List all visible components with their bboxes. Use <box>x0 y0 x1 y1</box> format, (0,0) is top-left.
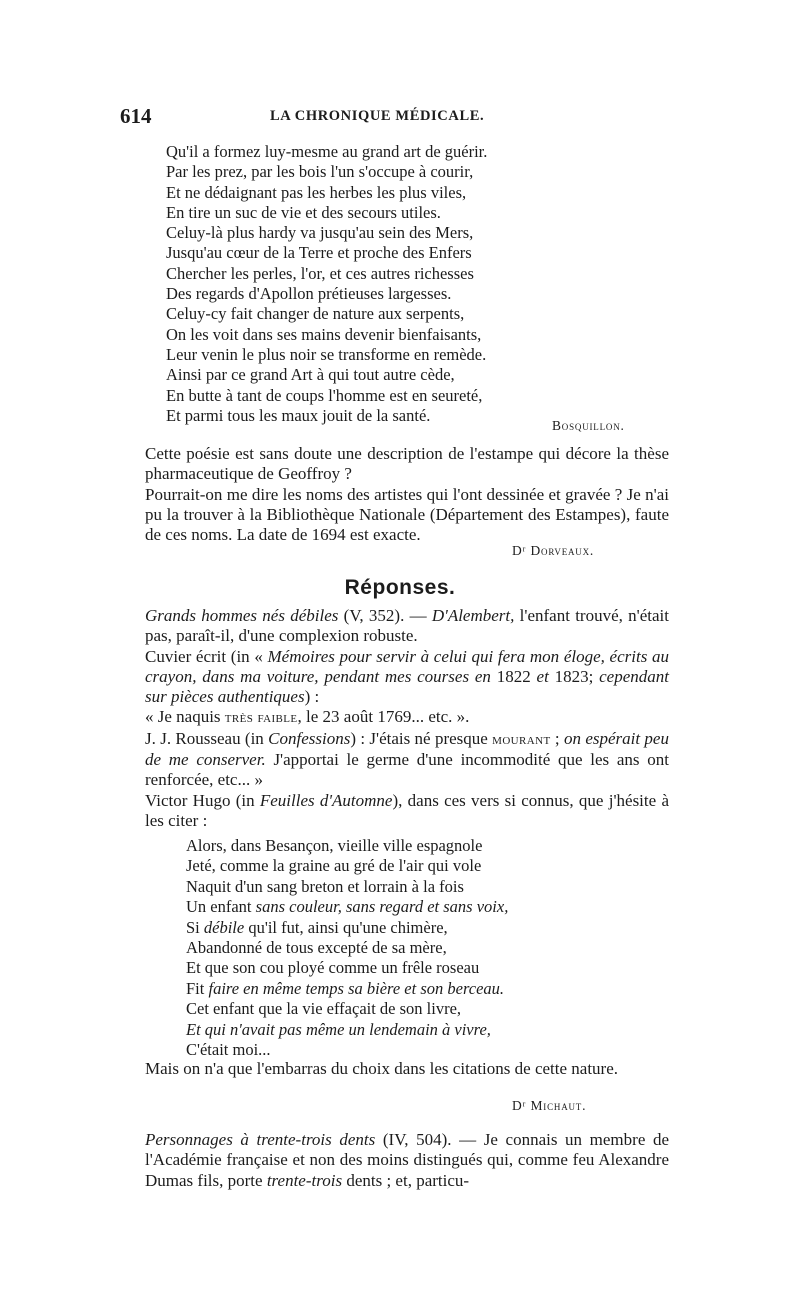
smallcaps-text: très faible <box>224 710 298 727</box>
poem-line: Et parmi tous les maux jouit de la santé. <box>166 405 431 425</box>
paragraph-mais <box>145 1059 669 1079</box>
poem-line <box>186 897 666 917</box>
poem-line: C'était moi... <box>186 1040 271 1060</box>
poem-line: Chercher les perles, l'or, et ces autres richesses <box>166 263 474 283</box>
poem-line: Alors, dans Besançon, vieille ville espagnole <box>186 836 483 855</box>
poem-hugo <box>186 836 666 1060</box>
italic-text: débile <box>203 917 245 937</box>
italic-text: trente-trois <box>266 1170 343 1190</box>
signature-name: Dorveaux. <box>530 543 595 558</box>
text: ) : <box>304 687 320 707</box>
signature-bosquillon: Bosquillon. <box>552 418 625 433</box>
text: Si <box>186 917 204 937</box>
poem-line: Et qui n'avait pas même un lendemain à vivre, <box>186 1019 491 1039</box>
poem-bosquillon <box>166 142 646 426</box>
poem-line: Par les prez, par les bois l'un s'occupe à courir, <box>166 162 474 182</box>
paragraph-grands-hommes <box>145 606 669 647</box>
paragraph-rousseau <box>145 729 669 791</box>
text: J. J. Rousseau (in <box>145 728 269 748</box>
poem-line <box>186 918 666 938</box>
text: , le 23 août 1769... etc. ». <box>297 707 470 727</box>
italic-text: on espérait peu de me conserver. <box>145 728 669 770</box>
text: 1823; <box>548 666 600 686</box>
rubric-title: Personnages à trente-trois dents <box>145 1130 376 1149</box>
poem-line: Et ne dédaignant pas les herbes les plus viles, <box>166 182 467 202</box>
poem-line: Celuy-là plus hardy va jusqu'au sein des Mers, <box>166 223 474 243</box>
italic-text: faire en même temps sa bière et son berceau. <box>208 978 505 998</box>
rubric-ref: (V, 352). — <box>338 606 432 625</box>
text: Un enfant <box>186 897 256 917</box>
italic-text: et <box>536 666 549 686</box>
poem-line: On les voit dans ses mains devenir bienfaisants, <box>166 324 482 344</box>
text: l'enfant trouvé, n'était pas, paraît-il, d'une complexion robuste. <box>145 606 669 646</box>
poem-line: Et que son cou ployé comme un frêle roseau <box>186 958 480 978</box>
italic-text: cependant sur pièces authentiques <box>145 666 669 707</box>
poem-line: En tire un suc de vie et des secours utiles. <box>166 202 441 222</box>
text: ) : J'étais né presque <box>350 728 493 748</box>
paragraph-quote <box>145 707 669 728</box>
italic-text: sans couleur, sans regard et sans voix, <box>255 897 509 917</box>
text: (IV, 504). — Je connais un membre de l'Académie française et non des moins distingués qui, comme feu Alexandre Dumas fils, porte <box>145 1130 670 1190</box>
signature-dorveaux <box>512 543 594 559</box>
paragraph-text <box>145 1130 669 1191</box>
text: dents ; et, particu- <box>342 1170 470 1190</box>
paragraph-estampe <box>145 444 669 545</box>
text: Fit <box>186 978 209 998</box>
text: « Je naquis <box>145 707 225 727</box>
poem-line: Cet enfant que la vie effaçait de son livre, <box>186 999 462 1019</box>
text: ), dans ces vers si connus, que j'hésite à les citer : <box>145 790 669 830</box>
smallcaps-text: mourant <box>492 731 551 748</box>
rubric-title: Grands hommes nés débiles <box>145 606 339 625</box>
poem-line: Des regards d'Apollon prétieuses largesses. <box>166 284 452 304</box>
running-title: LA CHRONIQUE MÉDICALE. <box>270 108 485 124</box>
paragraph-text: Mais on n'a que l'embarras du choix dans les citations de cette nature. <box>145 1059 619 1078</box>
italic-text: Feuilles d'Automne <box>259 790 393 810</box>
poem-line: Jusqu'au cœur de la Terre et proche des Enfers <box>166 243 472 263</box>
text: Cuvier écrit (in « <box>145 646 268 666</box>
section-title: Réponses. <box>344 576 456 599</box>
poem-line: Celuy-cy fait changer de nature aux serpents, <box>166 304 465 324</box>
text: ; <box>550 728 564 748</box>
poem-line: Naquit d'un sang breton et lorrain à la fois <box>186 876 464 896</box>
paragraph-cuvier <box>145 647 669 708</box>
signature-michaut <box>512 1098 586 1114</box>
page-number: 614 <box>120 104 152 128</box>
poem-line: Abandonné de tous excepté de sa mère, <box>186 938 447 958</box>
poem-line: Ainsi par ce grand Art à qui tout autre cède, <box>166 365 455 385</box>
text: 1822 <box>490 666 537 686</box>
text: qu'il fut, ainsi qu'une chimère, <box>244 917 448 937</box>
poem-line: Leur venin le plus noir se transforme en remède. <box>166 344 487 364</box>
name-dalembert: D'Alembert, <box>431 606 515 625</box>
page-header <box>120 104 680 130</box>
reponses-section <box>145 606 669 831</box>
poem-line: Qu'il a formez luy-mesme au grand art de guérir. <box>166 142 488 161</box>
poem-line: Jeté, comme la graine au gré de l'air qui vole <box>186 856 482 876</box>
italic-text: Mémoires pour servir à celui qui fera mon éloge, écrits au crayon, dans ma voiture, pendant mes courses en <box>145 646 669 686</box>
paragraph-text: Cette poésie est sans doute une description de l'estampe qui décore la thèse pharmaceutique de Geoffroy ? <box>145 444 669 484</box>
poem-line <box>186 979 666 999</box>
paragraph-text: Pourrait-on me dire les noms des artistes qui l'ont dessinée et gravée ? Je n'ai pu la trouver à la Bibliothèque Nationale (Département des Estampes), faute de ces noms. La date de 1694 est exacte. <box>145 484 669 545</box>
signature-prefix: Dʳ <box>512 1098 527 1113</box>
italic-text: Confessions <box>268 728 351 748</box>
poem-line: En butte à tant de coups l'homme est en seureté, <box>166 385 483 405</box>
paragraph-personnages <box>145 1130 669 1191</box>
paragraph-hugo <box>145 791 669 832</box>
text: Victor Hugo (in <box>145 790 260 810</box>
signature-name: Michaut. <box>530 1098 587 1113</box>
text: J'apportai le germe d'une incommodité que les ans ont renforcée, etc... » <box>145 750 670 790</box>
signature-prefix: Dʳ <box>512 543 527 558</box>
